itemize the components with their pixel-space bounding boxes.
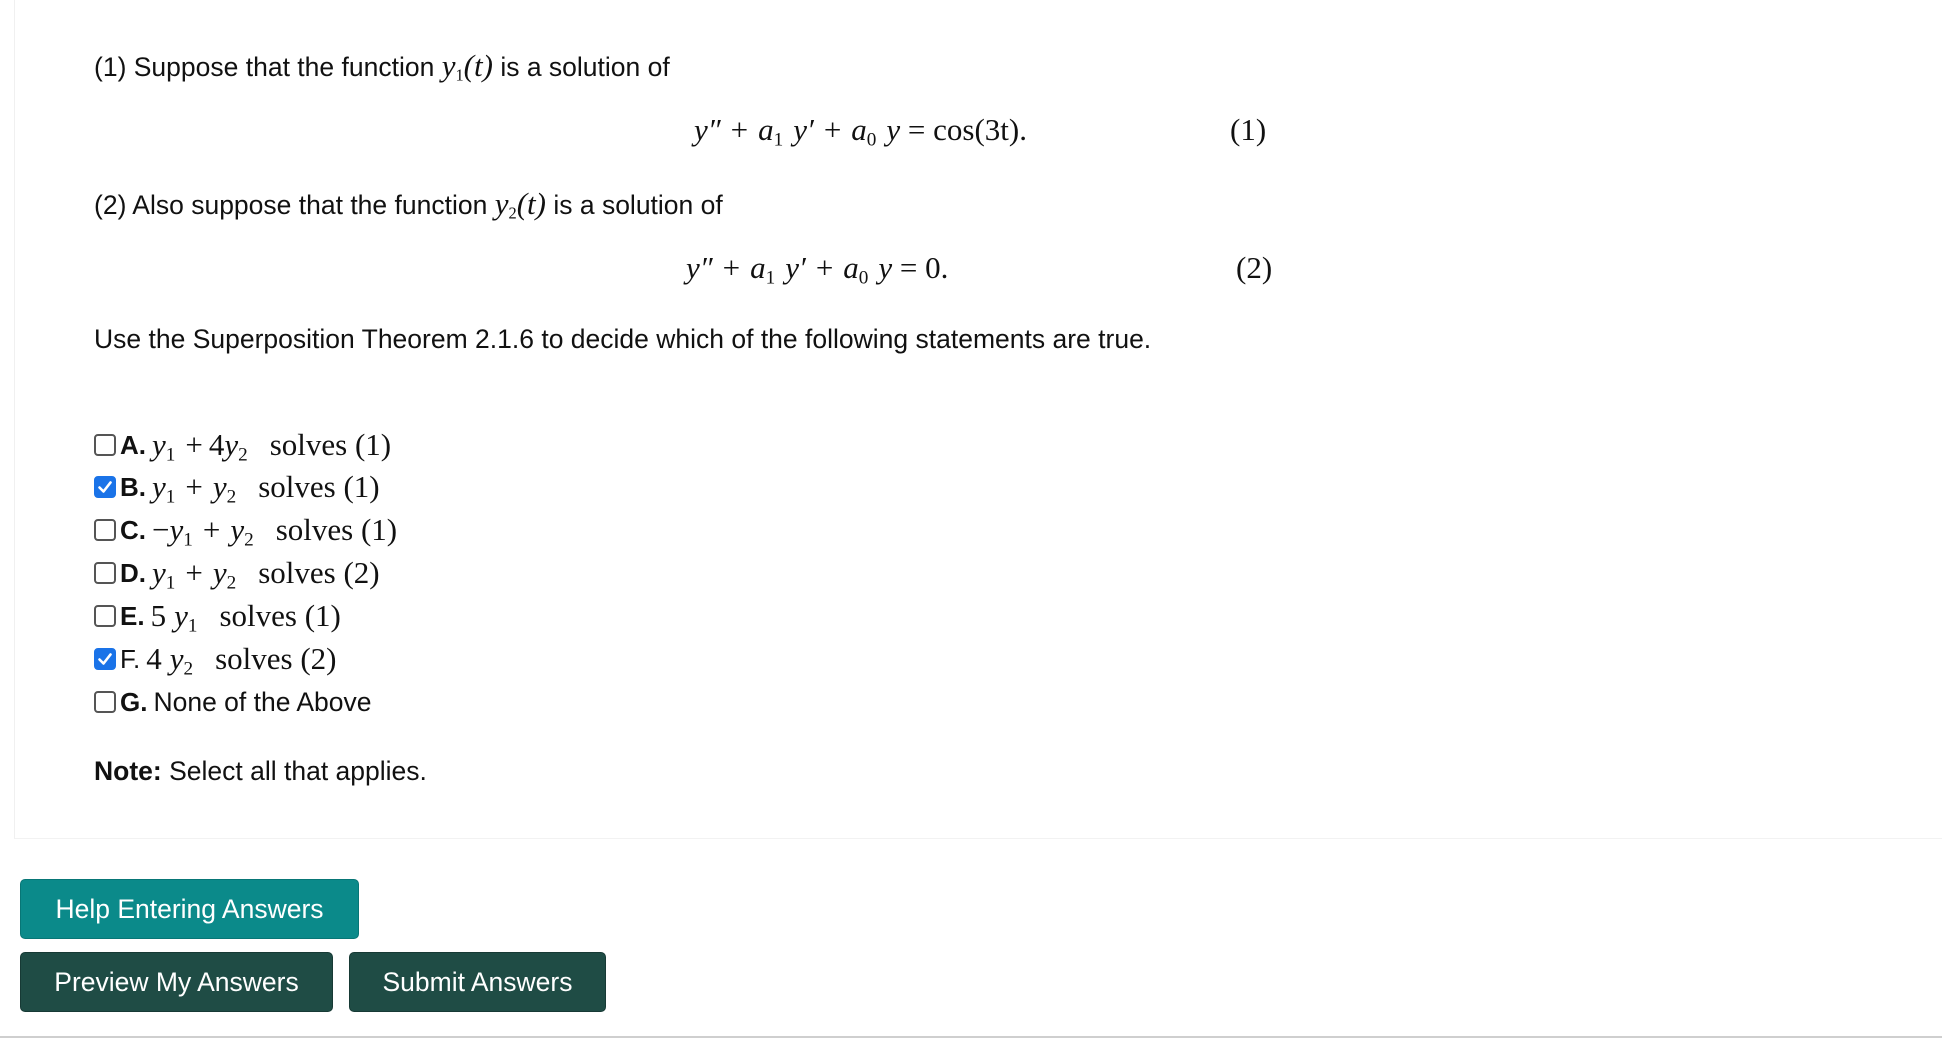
part2-statement (94, 186, 723, 222)
part1-func: y (441, 48, 456, 83)
part2-suffix: is a solution of (553, 190, 723, 220)
option-f-label: F. (120, 643, 141, 674)
part1-statement (94, 48, 670, 84)
option-g[interactable] (94, 682, 372, 722)
checkbox-d[interactable] (94, 562, 116, 584)
part1-func-sub: 1 (455, 65, 464, 85)
option-a[interactable] (94, 425, 391, 465)
checkbox-f[interactable] (94, 648, 116, 670)
note-text: Select all that applies. (169, 756, 427, 786)
checkbox-e[interactable] (94, 605, 116, 627)
option-b-label: B. (120, 471, 146, 502)
option-c[interactable] (94, 510, 397, 550)
help-entering-answers-button[interactable]: Help Entering Answers (20, 879, 359, 939)
option-a-expression: $y_1 + 4y_2$ solves (1) (152, 427, 392, 466)
checkbox-b[interactable] (94, 476, 116, 498)
equation-1-number: (1) (1230, 112, 1267, 147)
option-e[interactable] (94, 596, 341, 636)
option-e-label: E. (120, 600, 145, 631)
option-d[interactable] (94, 553, 380, 593)
option-b-expression: $y_1 + y_2$ solves (1) (152, 469, 380, 508)
part2-text: (2) Also suppose that the function (94, 190, 488, 220)
option-g-label: G. (120, 686, 148, 717)
option-d-label: D. (120, 557, 146, 588)
option-c-label: C. (120, 514, 146, 545)
option-f-expression: 4 $y_2$ solves (2) (146, 641, 337, 680)
part2-arg: (t) (516, 186, 546, 221)
option-f[interactable] (94, 639, 337, 679)
checkbox-g[interactable] (94, 691, 116, 713)
checkmark-icon (96, 478, 114, 496)
option-g-text: None of the Above (153, 686, 372, 717)
preview-answers-button[interactable]: Preview My Answers (20, 952, 333, 1012)
submit-answers-button[interactable]: Submit Answers (349, 952, 606, 1012)
equation-1: $y'' + a_1$ $y' + a_0$ y = cos(3t). (694, 112, 1027, 151)
bottom-divider (0, 1036, 1942, 1038)
note (94, 756, 427, 787)
checkbox-a[interactable] (94, 434, 116, 456)
part2-func: y (494, 186, 509, 221)
option-d-expression: $y_1 + y_2$ solves (2) (152, 555, 380, 594)
equation-2-rhs: 0. (925, 250, 949, 285)
equation-2-number: (2) (1236, 250, 1273, 285)
option-e-expression: 5 $y_1$ solves (1) (150, 598, 341, 637)
note-label: Note: (94, 756, 162, 786)
option-a-label: A. (120, 429, 146, 460)
equation-1-rhs: cos(3t). (933, 112, 1027, 147)
checkbox-c[interactable] (94, 519, 116, 541)
option-c-expression: $-y_1 + y_2$ solves (1) (152, 512, 398, 551)
option-b[interactable] (94, 467, 380, 507)
equation-2: $y'' + a_1$ $y' + a_0$ y = 0. (686, 250, 949, 289)
part1-arg: (t) (463, 48, 493, 83)
part1-text: (1) Suppose that the function (94, 52, 435, 82)
instruction-text: Use the Superposition Theorem 2.1.6 to decide which of the following statements are true. (94, 324, 1152, 354)
part1-suffix: is a solution of (500, 52, 670, 82)
part2-func-sub: 2 (508, 203, 517, 223)
checkmark-icon (96, 650, 114, 668)
